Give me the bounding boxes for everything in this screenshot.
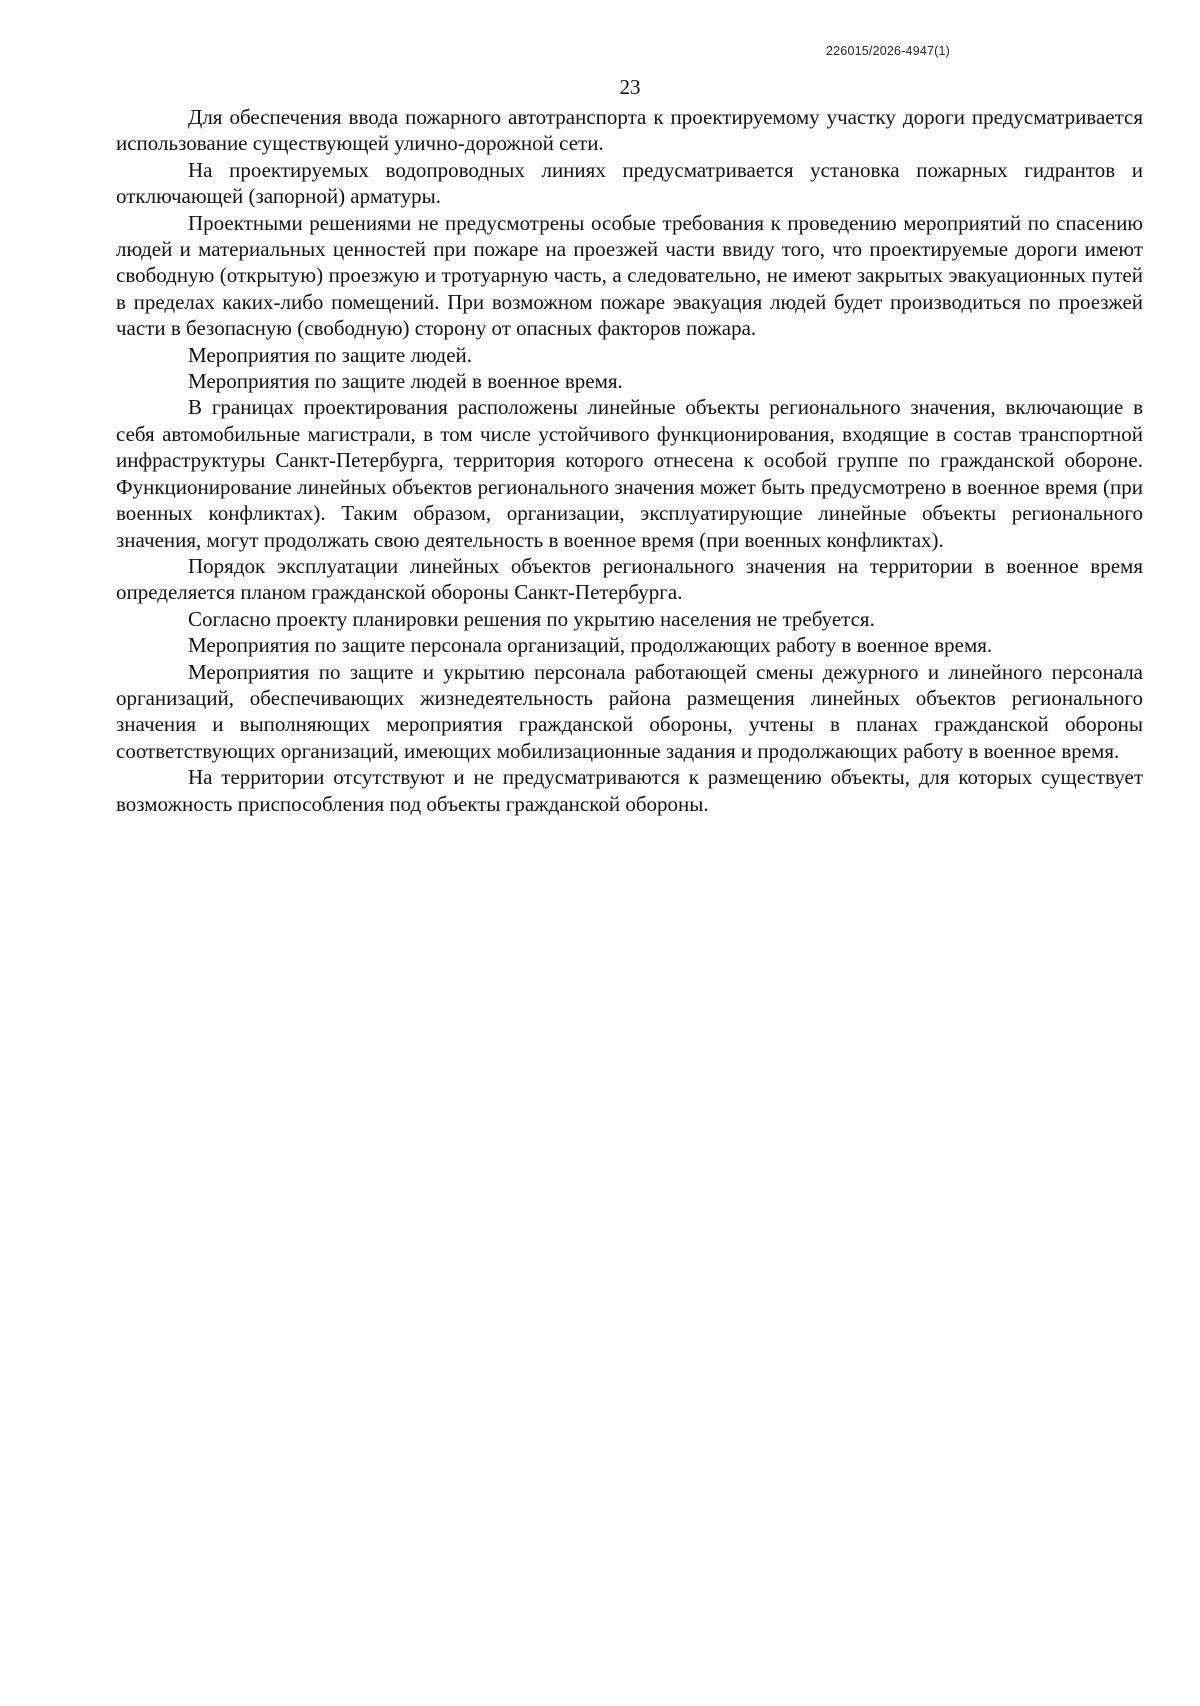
document-registration-number: 226015/2026-4947(1): [826, 44, 951, 58]
paragraph-hydrants: На проектируемых водопроводных линиях предусматривается установка пожарных гидрантов и отключающей (запорной) арматуры.: [116, 157, 1143, 209]
paragraph-fire-access: Для обеспечения ввода пожарного автотранспорта к проектируемому участку дороги предусматривается использование существующей улично-дорожной сети.: [116, 105, 1143, 156]
page-number: 23: [619, 75, 641, 99]
paragraph-civil-defense-objects: На территории отсутствуют и не предусматриваются к размещению объекты, для которых существует возможность приспособления под объекты гражданской обороны.: [116, 765, 1143, 816]
paragraph-shelter: Согласно проекту планировки решения по укрытию населения не требуется.: [188, 606, 875, 631]
paragraph-people-protection-heading: Мероприятия по защите людей.: [188, 342, 473, 367]
document-body: [116, 104, 1143, 817]
paragraph-staff-protection-heading: Мероприятия по защите персонала организаций, продолжающих работу в военное время.: [188, 633, 993, 658]
paragraph-staff-protection: Мероприятия по защите и укрытию персонала работающей смены дежурного и линейного персонала организаций, обеспечивающих жизнедеятельность района размещения линейных объектов регионального значения и выполняющих мероприятия гражданской обороны, учтены в планах гражданской обороны соответствующих организаций, имеющих мобилизационные задания и продолжающих работу в военное время.: [116, 659, 1143, 763]
paragraph-operation-order: Порядок эксплуатации линейных объектов регионального значения на территории в военное время определяется планом гражданской обороны Санкт-Петербурга.: [116, 553, 1143, 605]
paragraph-regional-objects: В границах проектирования расположены линейные объекты регионального значения, включающие в себя автомобильные магистрали, в том числе устойчивого функционирования, входящие в состав транспортной инфраструктуры Санкт-Петербурга, территория которого отнесена к особой группе по гражданской обороне. Функционирование линейных объектов регионального значения может быть предусмотрено в военное время (при военных конфликтах). Таким образом, организации, эксплуатирующие линейные объекты регионального значения, могут продолжать свою деятельность в военное время (при военных конфликтах).: [116, 395, 1143, 552]
paragraph-evacuation: Проектными решениями не предусмотрены особые требования к проведению мероприятий по спасению людей и материальных ценностей при пожаре на проезжей части ввиду того, что проектируемые дороги имеют свободную (открытую) проезжую и тротуарную часть, а следовательно, не имеют закрытых эвакуационных путей в пределах каких-либо помещений. При возможном пожаре эвакуация людей будет производиться по проезжей части в безопасную (свободную) сторону от опасных факторов пожара.: [116, 210, 1143, 341]
paragraph-wartime-protection-heading: Мероприятия по защите людей в военное время.: [188, 369, 623, 394]
